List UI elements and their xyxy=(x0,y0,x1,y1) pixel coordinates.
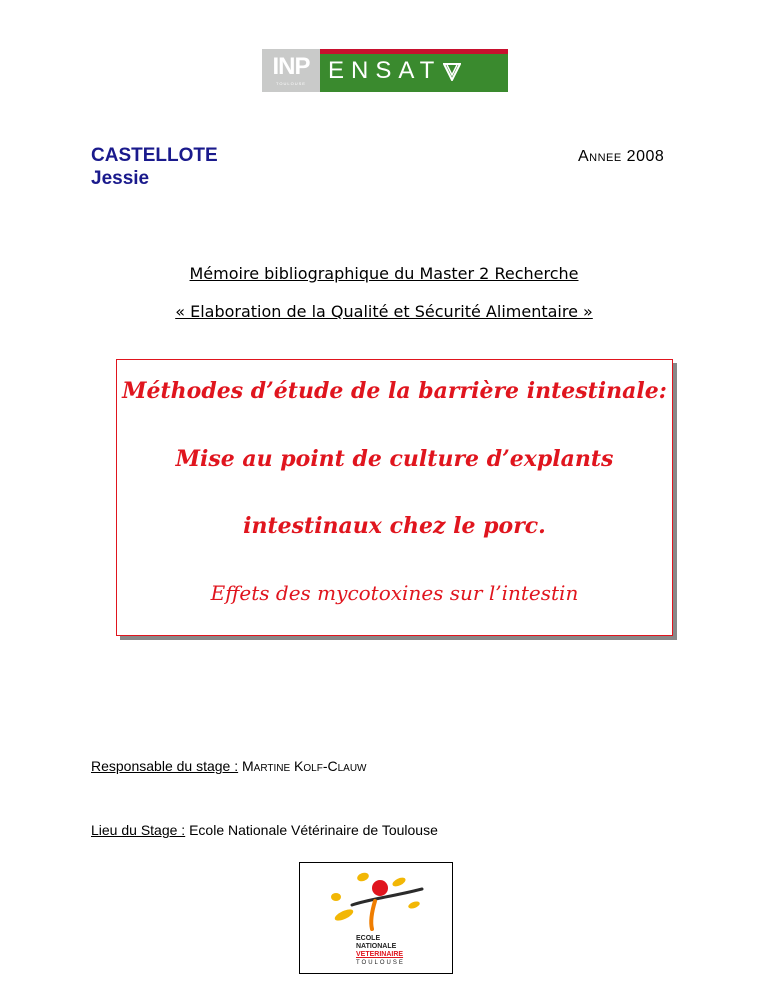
memoire-line-1: Mémoire bibliographique du Master 2 Recherche xyxy=(189,264,579,283)
env-logo-line-toulouse: TOULOUSE xyxy=(356,960,405,966)
header-logo xyxy=(262,49,508,92)
inp-logo-text: INP xyxy=(272,53,310,80)
responsable-line xyxy=(91,758,367,774)
ensat-leaf-icon xyxy=(443,61,461,81)
lieu-value: Ecole Nationale Vétérinaire de Toulouse xyxy=(189,822,438,838)
author-last-name: CASTELLOTE xyxy=(91,145,218,166)
author-name xyxy=(91,144,218,190)
logo-red-bar xyxy=(320,49,508,54)
responsable-value: Martine Kolf-Clauw xyxy=(242,758,367,774)
inp-logo xyxy=(262,49,320,92)
env-logo-text xyxy=(356,935,405,967)
lieu-line xyxy=(91,822,438,838)
title-line-1: Méthodes d’étude de la barrière intestinale: xyxy=(122,378,667,404)
ensat-logo-text: ENSAT xyxy=(328,56,442,84)
env-logo-line-veterinaire: VETERINAIRE xyxy=(356,951,404,958)
ensat-logo xyxy=(320,49,508,92)
env-logo-line-nationale: NATIONALE xyxy=(356,943,397,950)
title-line-4: Effets des mycotoxines sur l’intestin xyxy=(210,581,579,605)
env-logo-line-ecole: ECOLE xyxy=(356,935,381,942)
memoire-line-2: « Elaboration de la Qualité et Sécurité Alimentaire » xyxy=(175,302,593,321)
year-label: Annee 2008 xyxy=(578,148,665,165)
env-toulouse-logo xyxy=(299,862,453,974)
env-logo-figure-icon xyxy=(300,863,452,938)
lieu-label: Lieu du Stage : xyxy=(91,822,186,838)
title-box xyxy=(116,359,673,636)
author-first-name: Jessie xyxy=(91,168,150,189)
inp-logo-subtext: TOULOUSE xyxy=(276,81,306,86)
title-line-3: intestinaux chez le porc. xyxy=(243,513,546,539)
responsable-label: Responsable du stage : xyxy=(91,758,239,774)
title-line-2: Mise au point de culture d’explants xyxy=(175,446,614,472)
